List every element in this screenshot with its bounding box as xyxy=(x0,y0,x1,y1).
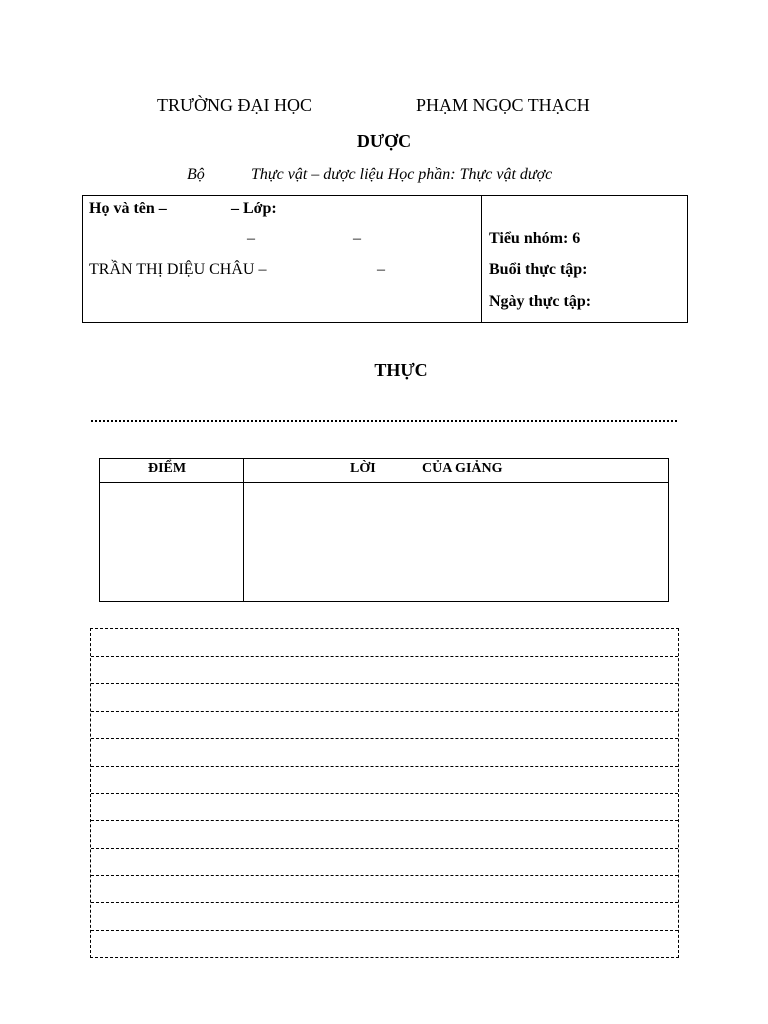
grade-header-line xyxy=(100,482,668,483)
student-name: TRẦN THỊ DIỆU CHÂU – xyxy=(89,261,267,278)
writing-line xyxy=(91,902,678,903)
session-label: Buổi thực tập: xyxy=(489,261,588,278)
grade-header-comment: LỜI xyxy=(350,461,376,476)
school-subtitle: DƯỢC xyxy=(356,131,412,151)
school-name-right: PHẠM NGỌC THẠCH xyxy=(416,95,590,115)
writing-line xyxy=(91,820,678,821)
writing-line xyxy=(91,683,678,684)
student-info-box xyxy=(82,195,688,323)
school-name-left: TRƯỜNG ĐẠI HỌC xyxy=(157,95,312,115)
writing-line xyxy=(91,656,678,657)
department-course: Thực vật – dược liệu Học phần: Thực vật dược xyxy=(251,166,553,183)
writing-line xyxy=(91,875,678,876)
dash-1: – xyxy=(247,230,255,247)
writing-line xyxy=(91,738,678,739)
dotted-separator xyxy=(91,420,677,422)
grade-header-score: ĐIỂM xyxy=(148,461,187,476)
dash-3: – xyxy=(377,261,385,278)
writing-line xyxy=(91,793,678,794)
writing-line xyxy=(91,711,678,712)
department-prefix: Bộ xyxy=(187,166,205,183)
class-label: – Lớp: xyxy=(231,200,277,217)
writing-line xyxy=(91,930,678,931)
dash-2: – xyxy=(353,230,361,247)
writing-lines-box xyxy=(90,628,679,958)
grade-header-teacher: CỦA GIẢNG xyxy=(422,461,503,476)
section-title: THỰC xyxy=(374,360,428,380)
writing-line xyxy=(91,766,678,767)
group-label: Tiểu nhóm: 6 xyxy=(489,230,581,247)
info-divider xyxy=(481,196,482,322)
date-label: Ngày thực tập: xyxy=(489,293,592,310)
name-label: Họ và tên – xyxy=(89,200,167,217)
grade-table xyxy=(99,458,669,602)
grade-column-line xyxy=(243,459,244,601)
writing-line xyxy=(91,848,678,849)
